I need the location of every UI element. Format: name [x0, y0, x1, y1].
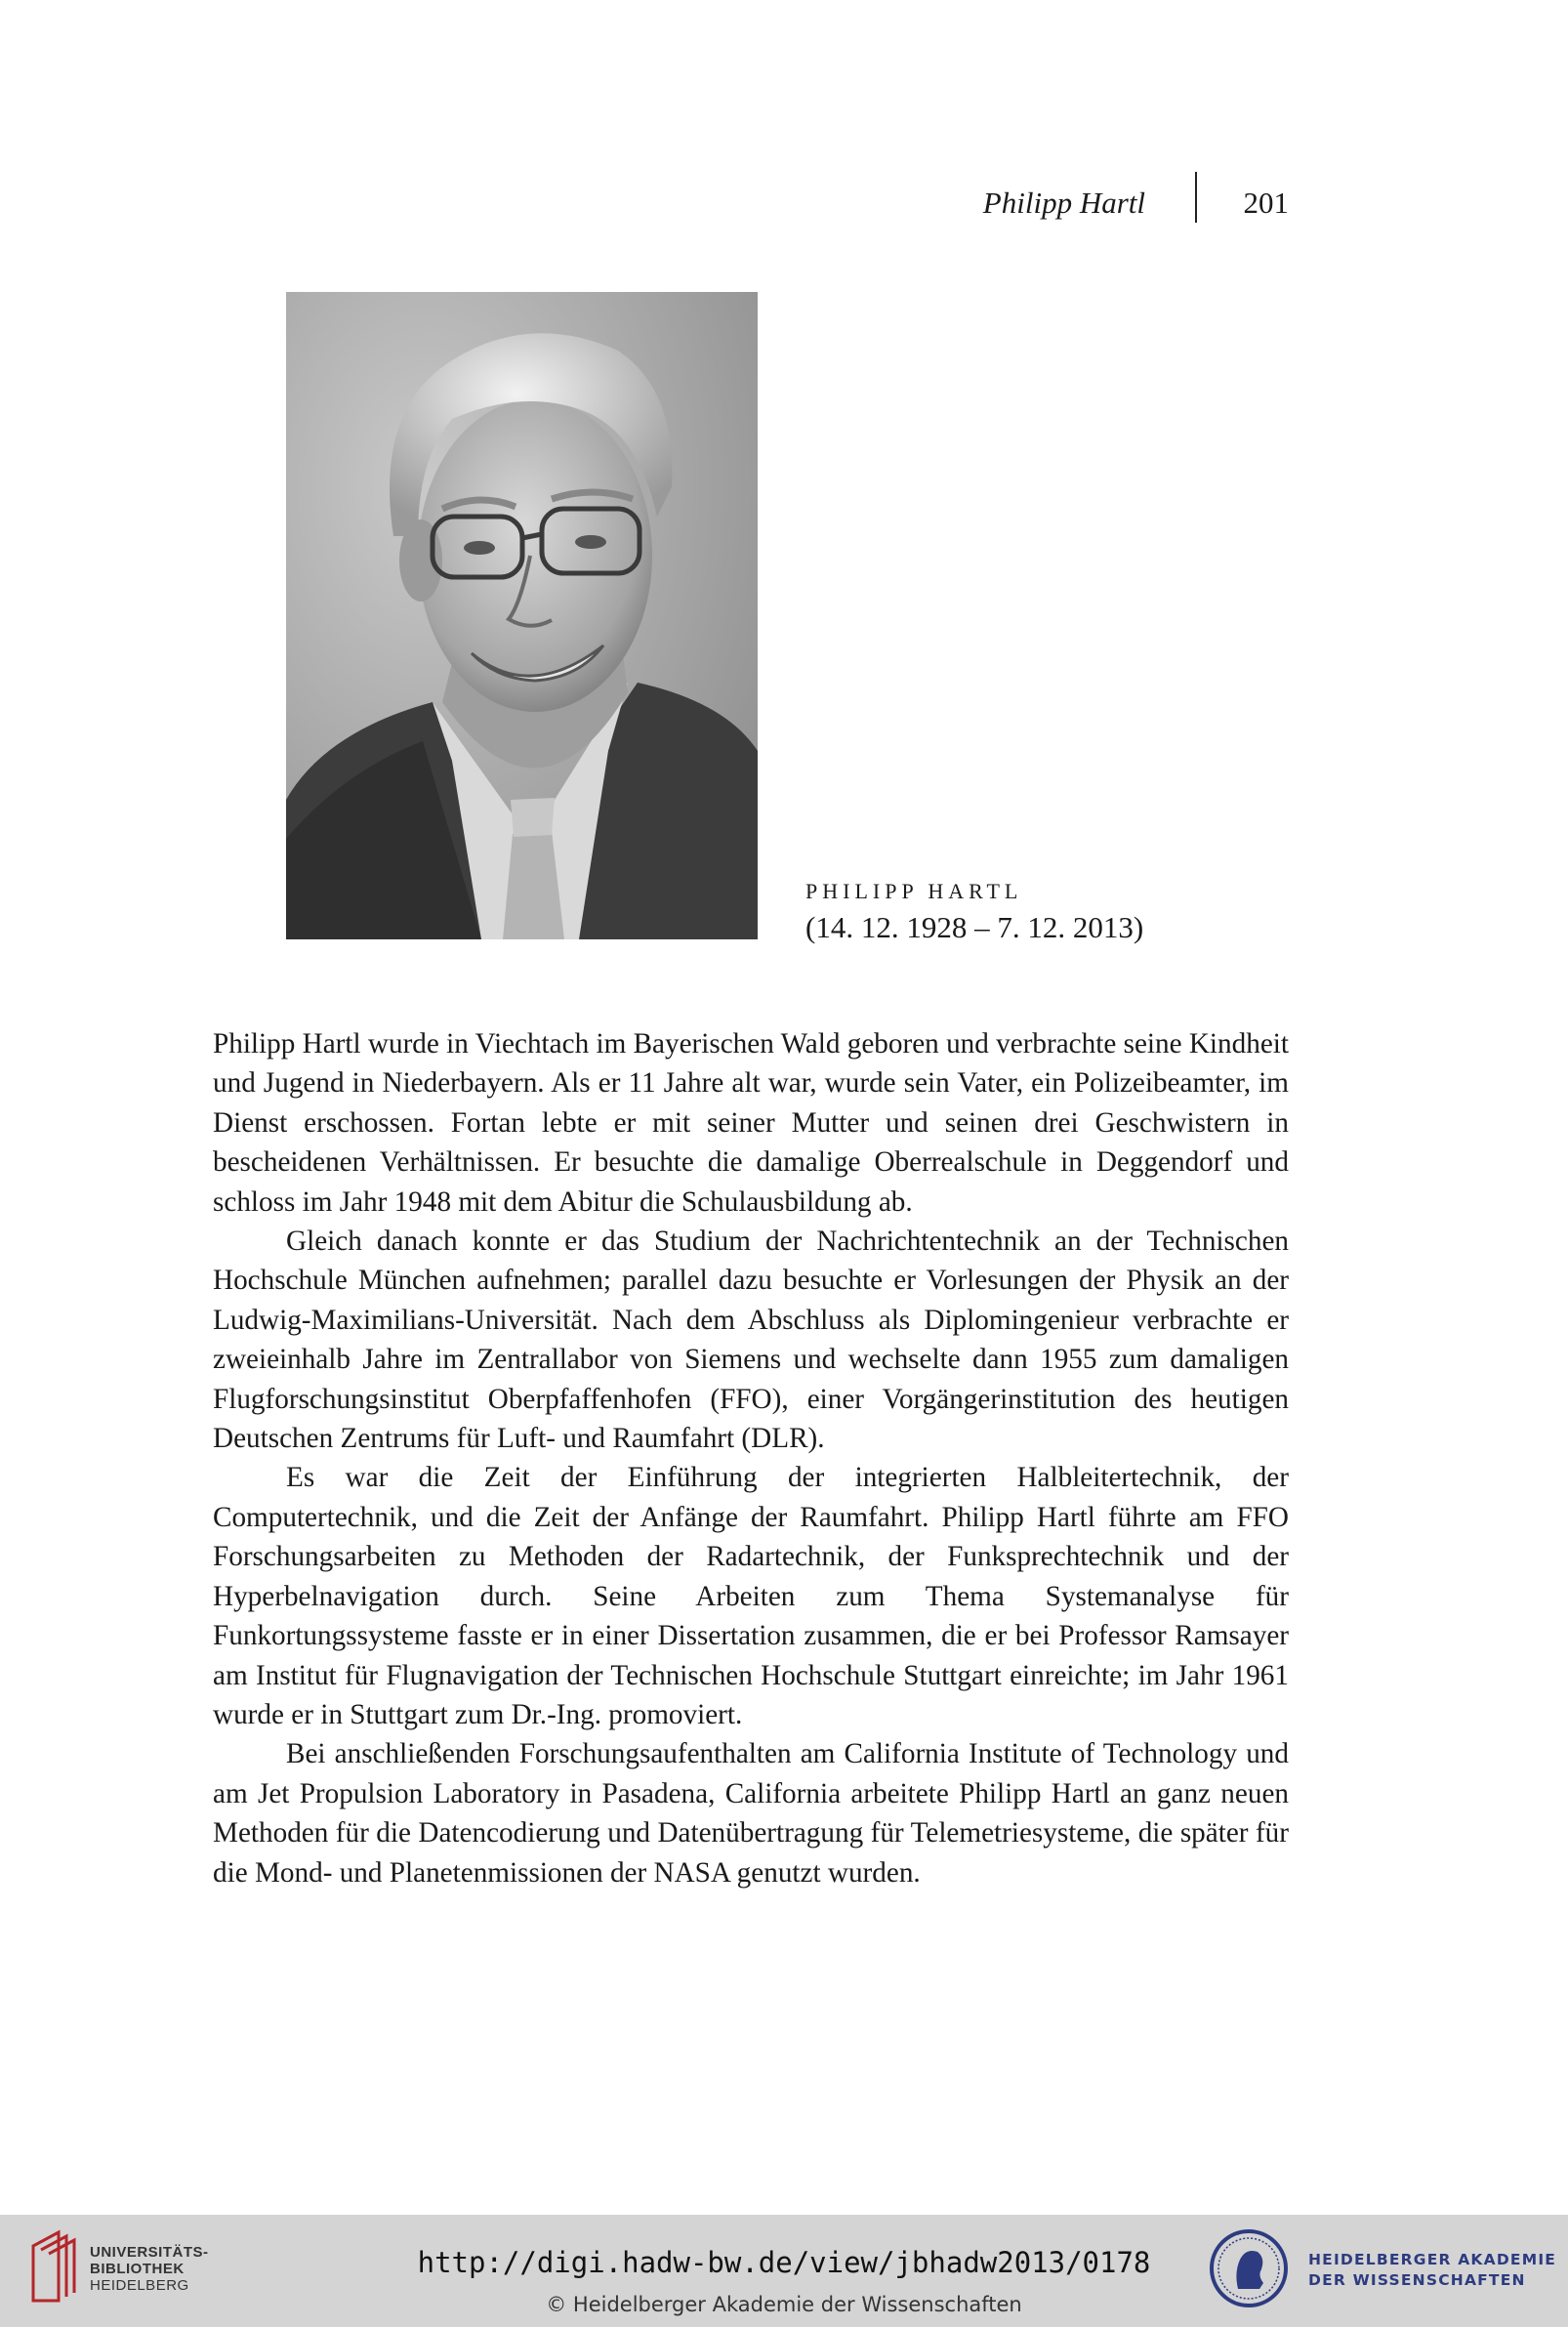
page-number: 201 [1243, 186, 1289, 220]
academy-line: HEIDELBERGER AKADEMIE [1308, 2251, 1557, 2268]
paragraph: Es war die Zeit der Einführung der integrierten Halbleitertechnik, der Computertechnik, und die Zeit der Anfänge der Raumfahrt. Philipp Hartl führte am FFO Forschungsarbeiten zu Methoden der Radartechnik, der Funksprechtechnik und der Hyperbelnavigation durch. Seine Arbeiten zum Thema Systemanalyse für Funkortungssysteme fasste er in einer Dissertation zusammen, die er bei Professor Ramsayer am Institut für Flugnavigation der Technischen Hochschule Stuttgart einreichte; im Jahr 1961 wurde er in Stuttgart zum Dr.-Ing. promoviert. [213, 1462, 1289, 1730]
library-line: HEIDELBERG [90, 2277, 189, 2294]
portrait-photo [286, 292, 758, 939]
running-head-author: Philipp Hartl [982, 186, 1145, 220]
paragraph: Gleich danach konnte er das Studium der Nachrichtentechnik an der Technischen Hochschule München aufnehmen; parallel dazu besuchte er Vorlesungen der Physik an der Ludwig-Maximilians-Universität. Nach dem Abschluss als Diplomingenieur verbrachte er zweieinhalb Jahre im Zentrallabor von Siemens und wechselte dann 1955 zum damaligen Flugforschungsinstitut Oberpfaffenhofen (FFO), einer Vorgängerinstitution des heutigen Deutschen Zentrums für Luft- und Raumfahrt (DLR). [213, 1226, 1289, 1455]
paragraph: Bei anschließenden Forschungsaufenthalten am California Institute of Technology und am Jet Propulsion Laboratory in Pasadena, California arbeitete Philipp Hartl an ganz neuen Methoden für die Datencodierung und Datenübertragung für Telemetriesysteme, die später für die Mond- und Planetenmissionen der NASA genutzt wurden. [213, 1738, 1289, 1889]
running-head-divider [1195, 172, 1197, 223]
academy-name [1308, 2250, 1556, 2291]
digitization-footer [0, 2215, 1568, 2327]
paragraph: Philipp Hartl wurde in Viechtach im Bayerischen Wald geboren und verbrachte seine Kindheit und Jugend in Niederbayern. Als er 11 Jahre alt war, wurde sein Vater, ein Polizeibeamter, im Dienst erschossen. Fortan lebte er mit seiner Mutter und seinen drei Geschwistern in bescheidenen Verhältnissen. Er besuchte die damalige Oberrealschule in Deggendorf und schloss im Jahr 1948 mit dem Abitur die Schulausbildung ab. [213, 1028, 1289, 1218]
academy-line: DER WISSENSCHAFTEN [1308, 2271, 1526, 2289]
caption-dates: (14. 12. 1928 – 7. 12. 2013) [805, 910, 1144, 944]
academy-seal-icon [1209, 2228, 1289, 2308]
library-line: UNIVERSITÄTS- [90, 2244, 209, 2261]
library-line: BIBLIOTHEK [90, 2261, 185, 2277]
caption-name: PHILIPP HARTL [805, 879, 1023, 903]
running-head [0, 186, 1289, 225]
portrait-illustration [286, 292, 758, 939]
copyright-notice: © Heidelberger Akademie der Wissenschaften [546, 2293, 1022, 2316]
portrait-caption [805, 879, 1143, 945]
permalink-url[interactable]: http://digi.hadw-bw.de/view/jbhadw2013/0178 [417, 2246, 1151, 2279]
obituary-text [213, 1024, 1289, 1892]
